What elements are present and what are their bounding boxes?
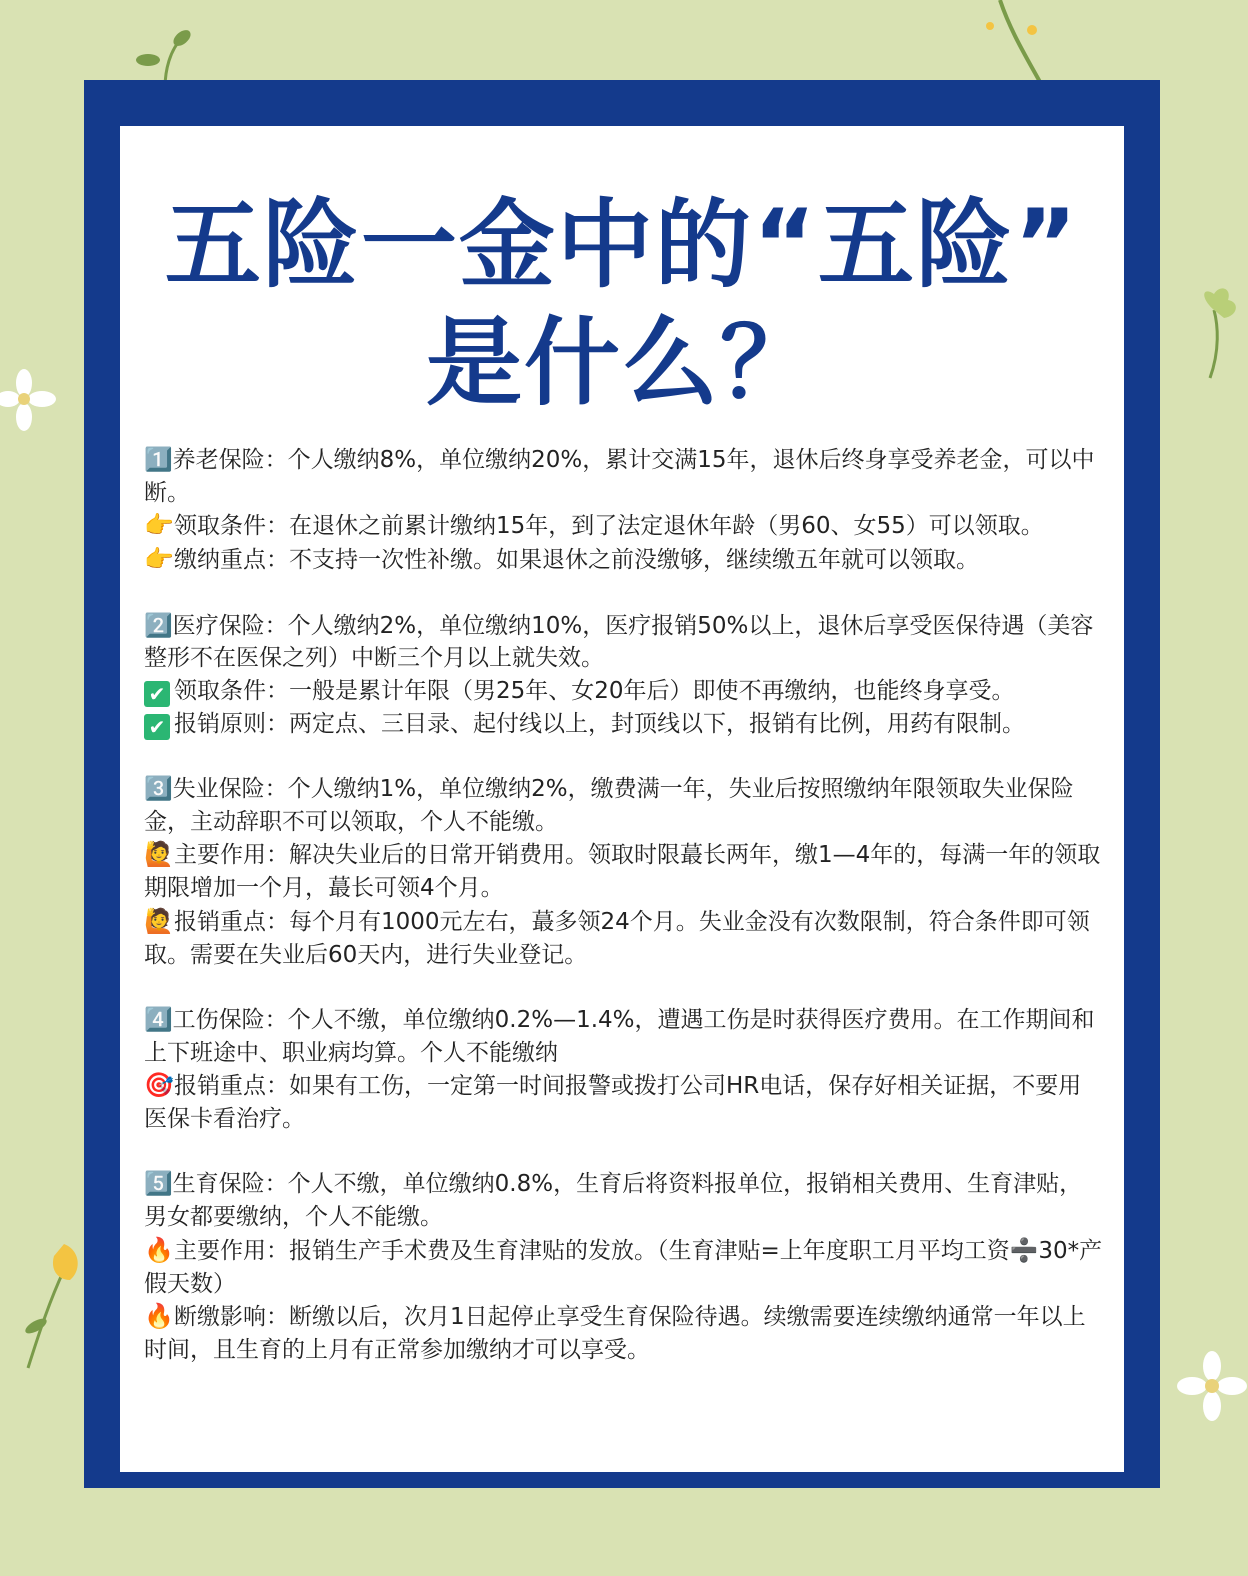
section-pension (144, 444, 1104, 577)
pointing-hand-icon: 👉 (144, 545, 174, 574)
target-icon: 🎯 (144, 1071, 174, 1100)
leaf-cluster-icon (1180, 280, 1248, 380)
flower-icon (1176, 1350, 1248, 1422)
item-text: 报销原则：两定点、三目录、起付线以上，封顶线以下，报销有比例，用药有限制。 (174, 710, 1025, 737)
item-text: 领取条件：在退休之前累计缴纳15年，到了法定退休年龄（男60、女55）可以领取。 (174, 513, 1044, 540)
bell-flower-icon (20, 1240, 84, 1370)
section-heading: 2️⃣医疗保险：个人缴纳2%，单位缴纳10%，医疗报销50%以上，退休后享受医保待遇（美容整形不在医保之列）中断三个月以上就失效。 (144, 612, 1094, 672)
list-item (144, 838, 1104, 904)
title-line-1: 五险一金中的“五险” (164, 189, 1080, 301)
fire-icon: 🔥 (144, 1235, 174, 1264)
page-title (120, 186, 1124, 422)
section-heading: 5️⃣生育保险：个人不缴，单位缴纳0.8%，生育后将资料报单位，报销相关费用、生育津贴，男女都要缴纳，个人不能缴。 (144, 1171, 1083, 1231)
list-item (144, 1234, 1104, 1300)
person-icon: 🙋 (144, 840, 174, 869)
section-heading: 4️⃣工伤保险：个人不缴，单位缴纳0.2%—1.4%，遭遇工伤是时获得医疗费用。在工作期间和上下班途中、职业病均算。个人不能缴纳 (144, 1006, 1095, 1066)
list-item (144, 1300, 1104, 1366)
list-item (144, 509, 1104, 543)
branch-icon (970, 0, 1070, 82)
section-work-injury (144, 1004, 1104, 1136)
item-text: 缴纳重点：不支持一次性补缴。如果退休之前没缴够，继续缴五年就可以领取。 (174, 547, 979, 574)
check-mark-icon: ✔ (144, 681, 170, 707)
section-heading: 3️⃣失业保险：个人缴纳1%，单位缴纳2%，缴费满一年，失业后按照缴纳年限领取失业保险金，主动辞职不可以领取，个人不能缴。 (144, 776, 1074, 835)
fire-icon: 🔥 (144, 1302, 174, 1331)
check-mark-icon: ✔ (144, 714, 170, 740)
list-item (144, 708, 1104, 741)
item-text: 报销重点：如果有工伤，一定第一时间报警或拨打公司HR电话，保存好相关证据，不要用医保卡看治疗。 (144, 1073, 1082, 1133)
section-heading: 1️⃣养老保险：个人缴纳8%，单位缴纳20%，累计交满15年，退休后终身享受养老金，可以中断。 (144, 447, 1095, 506)
list-item (144, 1069, 1104, 1135)
item-text: 报销重点：每个月有1000元左右，蕞多领24个月。失业金没有次数限制，符合条件即可领取。需要在失业后60天内，进行失业登记。 (144, 908, 1090, 968)
list-item (144, 675, 1104, 708)
section-medical (144, 610, 1104, 741)
item-text: 主要作用：报销生产手术费及生育津贴的发放。（生育津贴=上年度职工月平均工资➗30*产假天数） (144, 1237, 1103, 1297)
section-maternity (144, 1168, 1104, 1366)
item-text: 断缴影响：断缴以后，次月1日起停止享受生育保险待遇。续缴需要连续缴纳通常一年以上时间，且生育的上月有正常参加缴纳才可以享受。 (144, 1304, 1086, 1363)
content-card (120, 126, 1124, 1472)
item-text: 主要作用：解决失业后的日常开销费用。领取时限蕞长两年，缴1—4年的，每满一年的领取期限增加一个月，蕞长可领4个月。 (144, 842, 1101, 902)
item-text: 领取条件：一般是累计年限（男25年、女20年后）即使不再缴纳，也能终身享受。 (174, 677, 1015, 704)
flower-icon (0, 365, 60, 435)
person-icon: 🙋 (144, 906, 174, 935)
pointing-hand-icon: 👉 (144, 511, 174, 540)
title-line-2: 是什么？ (426, 307, 818, 419)
insurance-list (144, 444, 1104, 1399)
section-unemployment (144, 773, 1104, 971)
list-item (144, 905, 1104, 971)
list-item (144, 543, 1104, 577)
